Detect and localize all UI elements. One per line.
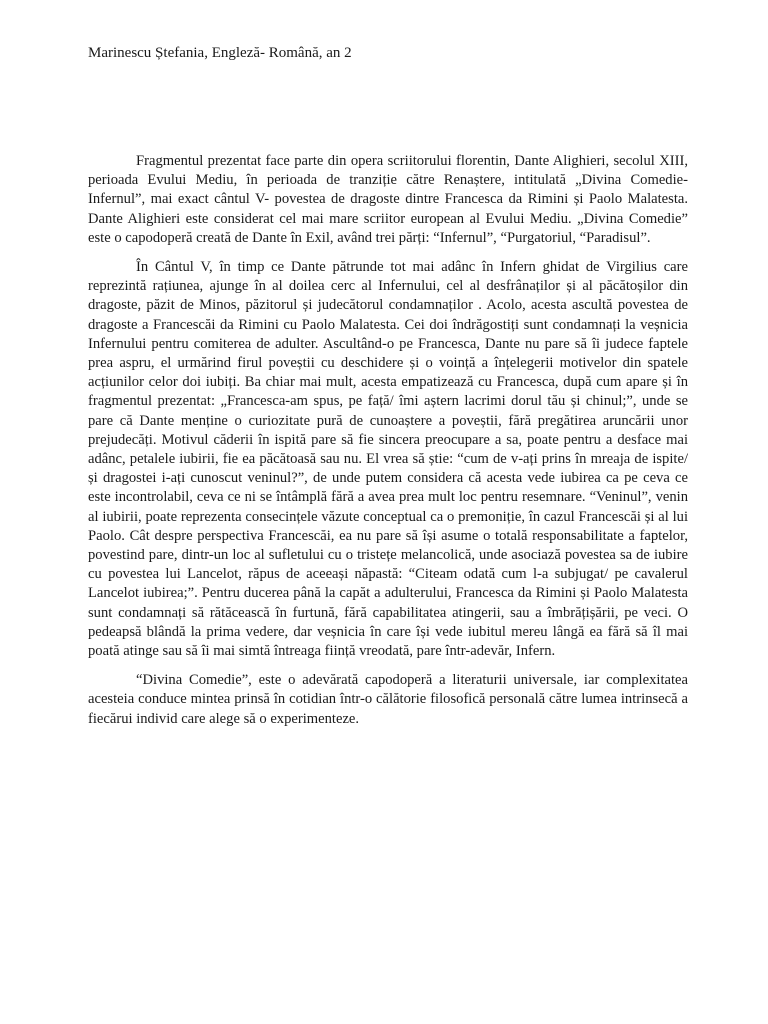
paragraph-intro: Fragmentul prezentat face parte din opera scriitorului florentin, Dante Alighieri, secolul XIII, perioada Evului Mediu, în perioada de tranziție către Renaștere, intitulată „Divina Comedie- Infernul”, mai exact cântul V- povestea de dragoste dintre Francesca da Rimini și Paolo Malatesta. Dante Alighieri este considerat cel mai mare scriitor european al Evului Mediu. „Divina Comedie” este o capodoperă creată de Dante în Exil, având trei părți: “Infernul”, “Purgatoriul, “Paradisul”.	[88, 153, 688, 246]
author-header: Marinescu Ștefania, Engleză- Română, an 2	[88, 45, 352, 61]
paragraph-analysis: În Cântul V, în timp ce Dante pătrunde tot mai adânc în Infern ghidat de Virgilius care reprezintă rațiunea, ajunge în al doilea cerc al Infernului, cel al desfrânaților și al păcătoșilor din dragoste, păzit de Minos, păzitorul și judecătorul condamnaților . Acolo, acesta ascultă povestea de dragoste a Francescăi da Rimini cu Paolo Malatesta. Cei doi îndrăgostiți sunt condamnați la veșnicia Infernului pentru comiterea de adulter. Ascultând-o pe Francesca, Dante nu pare să îi judece faptele prea aspru, el urmărind firul poveștii cu deschidere și o voință a înțelegerii motivelor din spatele acțiunilor celor doi iubiți. Ba chiar mai mult, acesta empatizează cu Francesca, după cum apare și în fragmentul prezentat: „Francesca-am spus, pe față/ îmi aștern lacrimi dorul tău și chinul;”, unde se pare că Dante menține o curiozitate pură de cunoaștere a poveștii, fără pregătirea aruncării unor prejudecăți. Motivul căderii în ispită pare să fie sincera preocupare a sa, poate pentru a desface mai adânc, petalele iubirii, fie ea păcătoasă sau nu. El vrea să știe: “cum de v-ați prins în mreaja de ispite/ și dragostei i-ați cunoscut veninul?”, de unde putem considera că acesta vede iubirea ca pe ceva ce este incontrolabil, ceva ce ni se întâmplă fără a avea prea mult loc pentru resemnare. “Veninul”, venin al iubirii, poate reprezenta consecințele văzute conceptual ca o premoniție, în cazul Francescăi și al lui Paolo. Cât despre perspectiva Francescăi, ea nu pare să își asume o totală responsabilitate a faptelor, povestind pare, dintr-un loc al sufletului cu o tristețe melancolică, unde asociază povestea sa de iubire cu povestea lui Lancelot, răpus de aceeași năpastă: “Citeam odată cum l-a subjugat/ pe cavalerul Lancelot iubirea;”. Pentru ducerea până la capăt a adulterului, Francesca da Rimini și Paolo Malatesta sunt condamnați să rătăcească în furtună, fără capabilitatea atingerii, sau a îmbrățișării, pe veci. O pedeapsă blândă la prima vedere, dar veșnicia în care își vede iubitul mereu lângă ea fără să îl mai poată atinge sau să îi mai simtă întreaga ființă vreodată, pare într-adevăr, Infern.	[88, 259, 688, 660]
document-body	[88, 152, 688, 739]
paragraph-conclusion: “Divina Comedie”, este o adevărată capodoperă a literaturii universale, iar complexitatea acesteia conduce mintea prinsă în cotidian într-o călătorie filosofică personală către lumea intrinsecă a fiecărui individ care alege să o experimenteze.	[88, 672, 688, 727]
